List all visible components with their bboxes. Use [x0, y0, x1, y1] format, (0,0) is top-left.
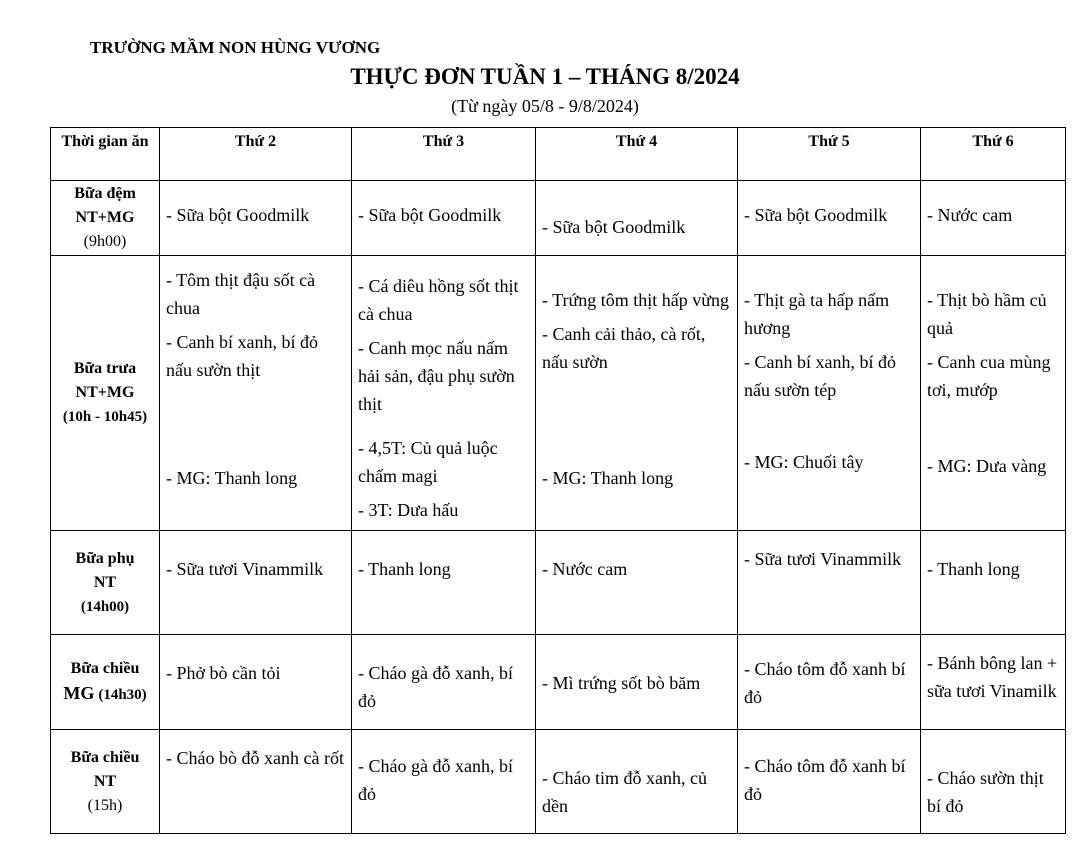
page-title: THỰC ĐƠN TUẦN 1 – THÁNG 8/2024 [350, 64, 740, 89]
header-row [51, 128, 1066, 181]
dish: - Cháo tôm đỗ xanh bí đỏ [744, 659, 906, 707]
main-dishes [358, 256, 529, 424]
column-header: Thứ 2 [160, 128, 352, 181]
table-row [51, 256, 1066, 531]
menu-cell [921, 256, 1066, 531]
menu-cell [352, 635, 536, 730]
menu-cell [536, 730, 738, 834]
fruit [927, 424, 1059, 480]
dish: - Phở bò cần tỏi [166, 663, 281, 683]
dish: - Canh cua mùng tơi, mướp [927, 352, 1051, 400]
menu-cell [352, 531, 536, 635]
menu-cell [160, 531, 352, 635]
menu-cell [921, 531, 1066, 635]
dish: - Sữa tươi Vinammilk [744, 549, 902, 569]
dish: - Canh cải thảo, cà rốt, nấu sườn [542, 324, 706, 372]
meal-label-line: Bữa chiều [70, 660, 140, 677]
meal-label [51, 256, 160, 531]
meal-label-line: (9h00) [83, 233, 127, 250]
dish: - Cháo sườn thịt bí đỏ [927, 768, 1044, 816]
menu-table [50, 127, 1066, 834]
dish: - Cháo tôm đỗ xanh bí đỏ [744, 756, 906, 804]
menu-cell [352, 181, 536, 256]
meal-label-line: (14h30) [98, 687, 147, 703]
dish: - Thịt gà ta hấp nấm hương [744, 290, 890, 338]
fruit [744, 424, 914, 476]
meal-label-line: (10h - 10h45) [62, 409, 148, 425]
dish: - Thanh long [927, 559, 1020, 579]
table-row [51, 181, 1066, 256]
dish: - Nước cam [542, 559, 628, 579]
menu-cell [738, 531, 921, 635]
meal-label-line: NT [93, 573, 117, 591]
meal-label-line: (15h) [87, 796, 123, 814]
menu-cell [738, 256, 921, 531]
school-name: TRƯỜNG MẦM NON HÙNG VƯƠNG [90, 38, 381, 57]
meal-label-line: (14h00) [80, 598, 130, 615]
fruit [166, 424, 345, 492]
dish: - Cháo bò đỗ xanh cà rốt [166, 748, 344, 768]
dish: - Thanh long [358, 559, 451, 579]
main-dishes [927, 256, 1059, 424]
menu-cell [352, 730, 536, 834]
menu-cell [536, 531, 738, 635]
main-dishes [542, 256, 731, 424]
dish: - Thịt bò hầm củ quả [927, 290, 1047, 338]
dish: - Trứng tôm thịt hấp vừng [542, 290, 730, 310]
dish: - Mì trứng sốt bò băm [542, 673, 701, 693]
dish: - MG: Thanh long [542, 468, 674, 488]
dish: - 3T: Dưa hấu [358, 500, 459, 520]
meal-label-line: Bữa trưa [73, 360, 137, 377]
menu-cell [921, 635, 1066, 730]
dish: - Cháo tim đỗ xanh, củ dền [542, 768, 707, 816]
meal-label-line: Bữa phụ [75, 549, 135, 567]
dish: - Sữa bột Goodmilk [166, 205, 310, 225]
meal-label-line: Bữa đệm [74, 185, 136, 202]
column-header: Thứ 3 [352, 128, 536, 181]
main-dishes [166, 256, 345, 424]
dish: - MG: Dưa vàng [927, 456, 1047, 476]
fruit [542, 424, 731, 492]
menu-cell [160, 730, 352, 834]
dish: - MG: Thanh long [166, 468, 298, 488]
table-row [51, 531, 1066, 635]
column-header: Thứ 5 [738, 128, 921, 181]
dish: - Sữa bột Goodmilk [744, 205, 888, 225]
meal-label-line: NT [93, 772, 117, 790]
date-range: (Từ ngày 05/8 - 9/8/2024) [451, 96, 639, 116]
dish: - Canh bí xanh, bí đỏ nấu sườn thịt [166, 332, 318, 380]
meal-label [51, 181, 160, 256]
menu-cell [738, 635, 921, 730]
meal-label-line: MG [63, 683, 95, 703]
meal-label-line: Bữa chiều [70, 748, 140, 766]
meal-label-line: NT+MG [75, 384, 135, 401]
menu-cell [536, 181, 738, 256]
column-header: Thứ 6 [921, 128, 1066, 181]
menu-cell [536, 635, 738, 730]
column-header: Thứ 4 [536, 128, 738, 181]
dish: - MG: Chuối tây [744, 452, 864, 472]
meal-label-line: NT+MG [75, 209, 135, 226]
fruit [358, 424, 529, 524]
column-header: Thời gian ăn [51, 128, 160, 181]
dish: - Cháo gà đỗ xanh, bí đỏ [358, 756, 513, 804]
dish: - Cháo gà đỗ xanh, bí đỏ [358, 663, 513, 711]
dish: - Sữa bột Goodmilk [542, 217, 686, 237]
main-dishes [744, 256, 914, 424]
menu-cell [738, 181, 921, 256]
menu-cell [160, 635, 352, 730]
dish: - 4,5T: Củ quả luộc chấm magi [358, 438, 498, 486]
dish: - Tôm thịt đậu sốt cà chua [166, 270, 316, 318]
dish: - Nước cam [927, 205, 1013, 225]
menu-cell [352, 256, 536, 531]
menu-cell [921, 730, 1066, 834]
meal-label [51, 730, 160, 834]
table-row [51, 635, 1066, 730]
meal-label [51, 635, 160, 730]
dish: - Bánh bông lan + sữa tươi Vinamilk [927, 653, 1058, 701]
dish: - Sữa bột Goodmilk [358, 205, 502, 225]
menu-cell [160, 256, 352, 531]
dish: - Canh mọc nấu nấm hải sản, đậu phụ sườn thịt [358, 338, 515, 414]
meal-label [51, 531, 160, 635]
menu-cell [921, 181, 1066, 256]
dish: - Cá diêu hồng sốt thịt cà chua [358, 276, 519, 324]
dish: - Canh bí xanh, bí đỏ nấu sườn tép [744, 352, 896, 400]
table-row [51, 730, 1066, 834]
menu-cell [160, 181, 352, 256]
menu-cell [536, 256, 738, 531]
menu-cell [738, 730, 921, 834]
dish: - Sữa tươi Vinammilk [166, 559, 324, 579]
